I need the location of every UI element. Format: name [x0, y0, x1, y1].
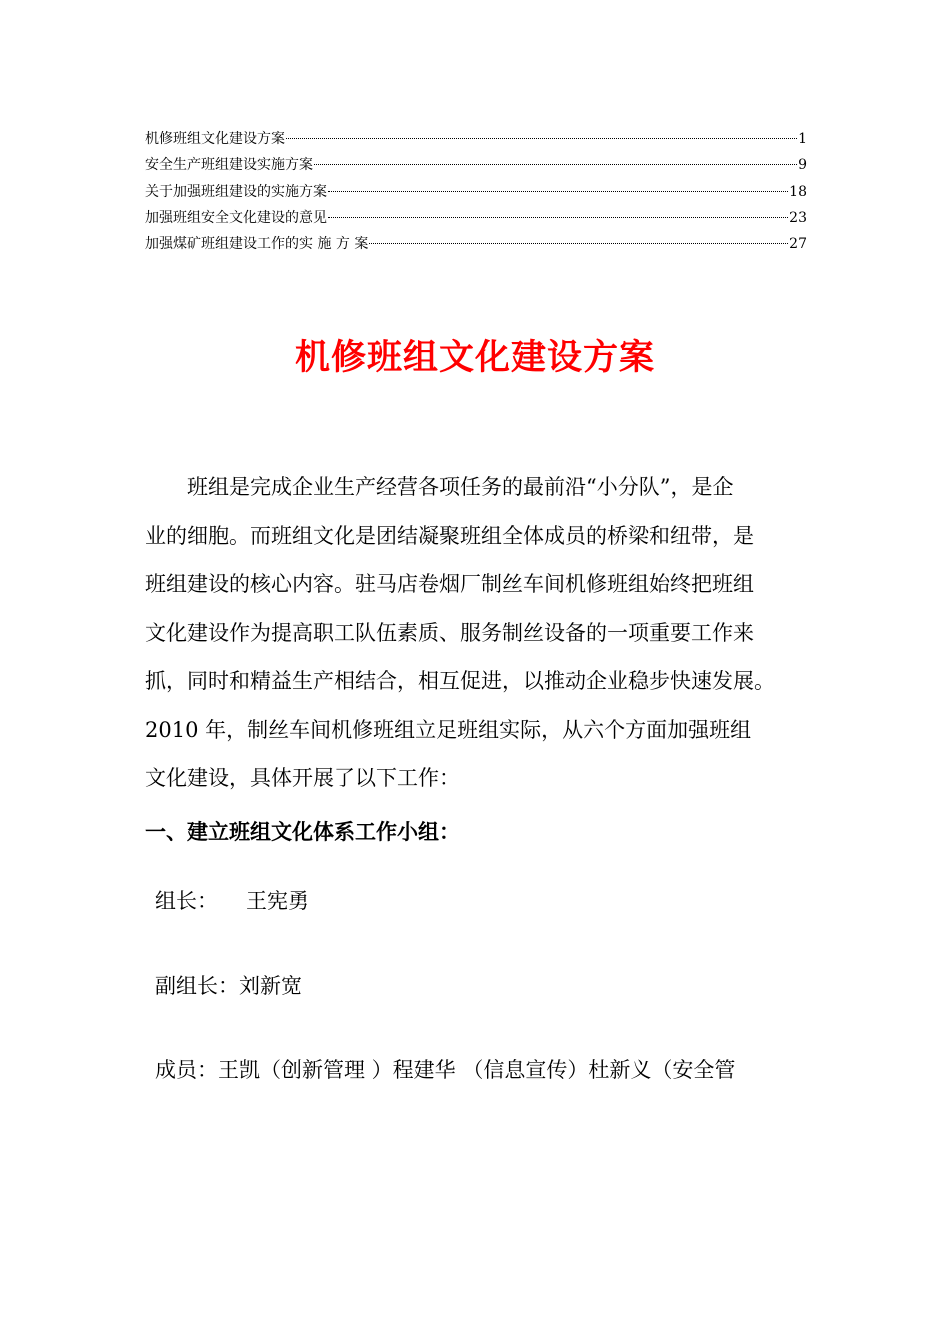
deputy-leader-line — [155, 966, 302, 1006]
toc-entry-page: 27 — [789, 236, 807, 253]
toc-entry-title: 加强班组安全文化建设的意见 — [145, 209, 327, 226]
toc-entry-page: 1 — [798, 131, 807, 147]
toc-entry[interactable] — [145, 231, 807, 257]
toc-entry-page: 23 — [789, 209, 807, 226]
toc-leader-dots — [286, 138, 797, 139]
paragraph-line: 2010 年，制丝车间机修班组立足班组实际，从六个方面加强班组 — [145, 717, 752, 742]
paragraph-line: 文化建设，具体开展了以下工作： — [145, 766, 460, 790]
toc-entry-title: 安全生产班组建设实施方案 — [145, 157, 313, 174]
paragraph-line: 文化建设作为提高职工队伍素质、服务制丝设备的一项重要工作来 — [145, 620, 754, 645]
toc-leader-dots — [314, 164, 797, 165]
toc-entry[interactable] — [145, 205, 807, 231]
toc-leader-dots — [328, 217, 788, 218]
toc-entry-page: 18 — [789, 183, 807, 200]
toc-entry[interactable] — [145, 152, 807, 178]
body-paragraph — [145, 463, 845, 803]
deputy-name: 刘新宽 — [239, 974, 302, 998]
toc-leader-dots — [328, 191, 788, 192]
table-of-contents — [145, 126, 807, 257]
group-leader-line — [155, 881, 309, 921]
toc-entry-title: 关于加强班组建设的实施方案 — [145, 183, 327, 200]
toc-entry[interactable] — [145, 179, 807, 205]
toc-entry-page: 9 — [798, 157, 807, 174]
members-line: 成员：王凯（创新管理 ）程建华 （信息宣传）杜新义（安全管 — [155, 1058, 736, 1082]
leader-name: 王宪勇 — [246, 889, 309, 913]
toc-entry-title: 机修班组文化建设方案 — [145, 131, 285, 147]
paragraph-line: 业的细胞。而班组文化是团结凝聚班组全体成员的桥梁和纽带，是 — [145, 523, 754, 548]
section-heading: 一、建立班组文化体系工作小组： — [145, 819, 460, 844]
toc-entry-title: 加强煤矿班组建设工作的实 施 方 案 — [145, 236, 369, 253]
toc-leader-dots — [369, 243, 788, 244]
paragraph-line: 抓，同时和精益生产相结合，相互促进，以推动企业稳步快速发展。 — [145, 669, 775, 693]
deputy-label: 副组长： — [155, 974, 239, 998]
paragraph-line: 班组是完成企业生产经营各项任务的最前沿“小分队”，是企 — [145, 475, 734, 499]
document-title: 机修班组文化建设方案 — [294, 337, 655, 378]
paragraph-line: 班组建设的核心内容。驻马店卷烟厂制丝车间机修班组始终把班组 — [145, 572, 754, 596]
toc-entry[interactable] — [145, 126, 807, 152]
leader-label: 组长： — [155, 889, 218, 913]
